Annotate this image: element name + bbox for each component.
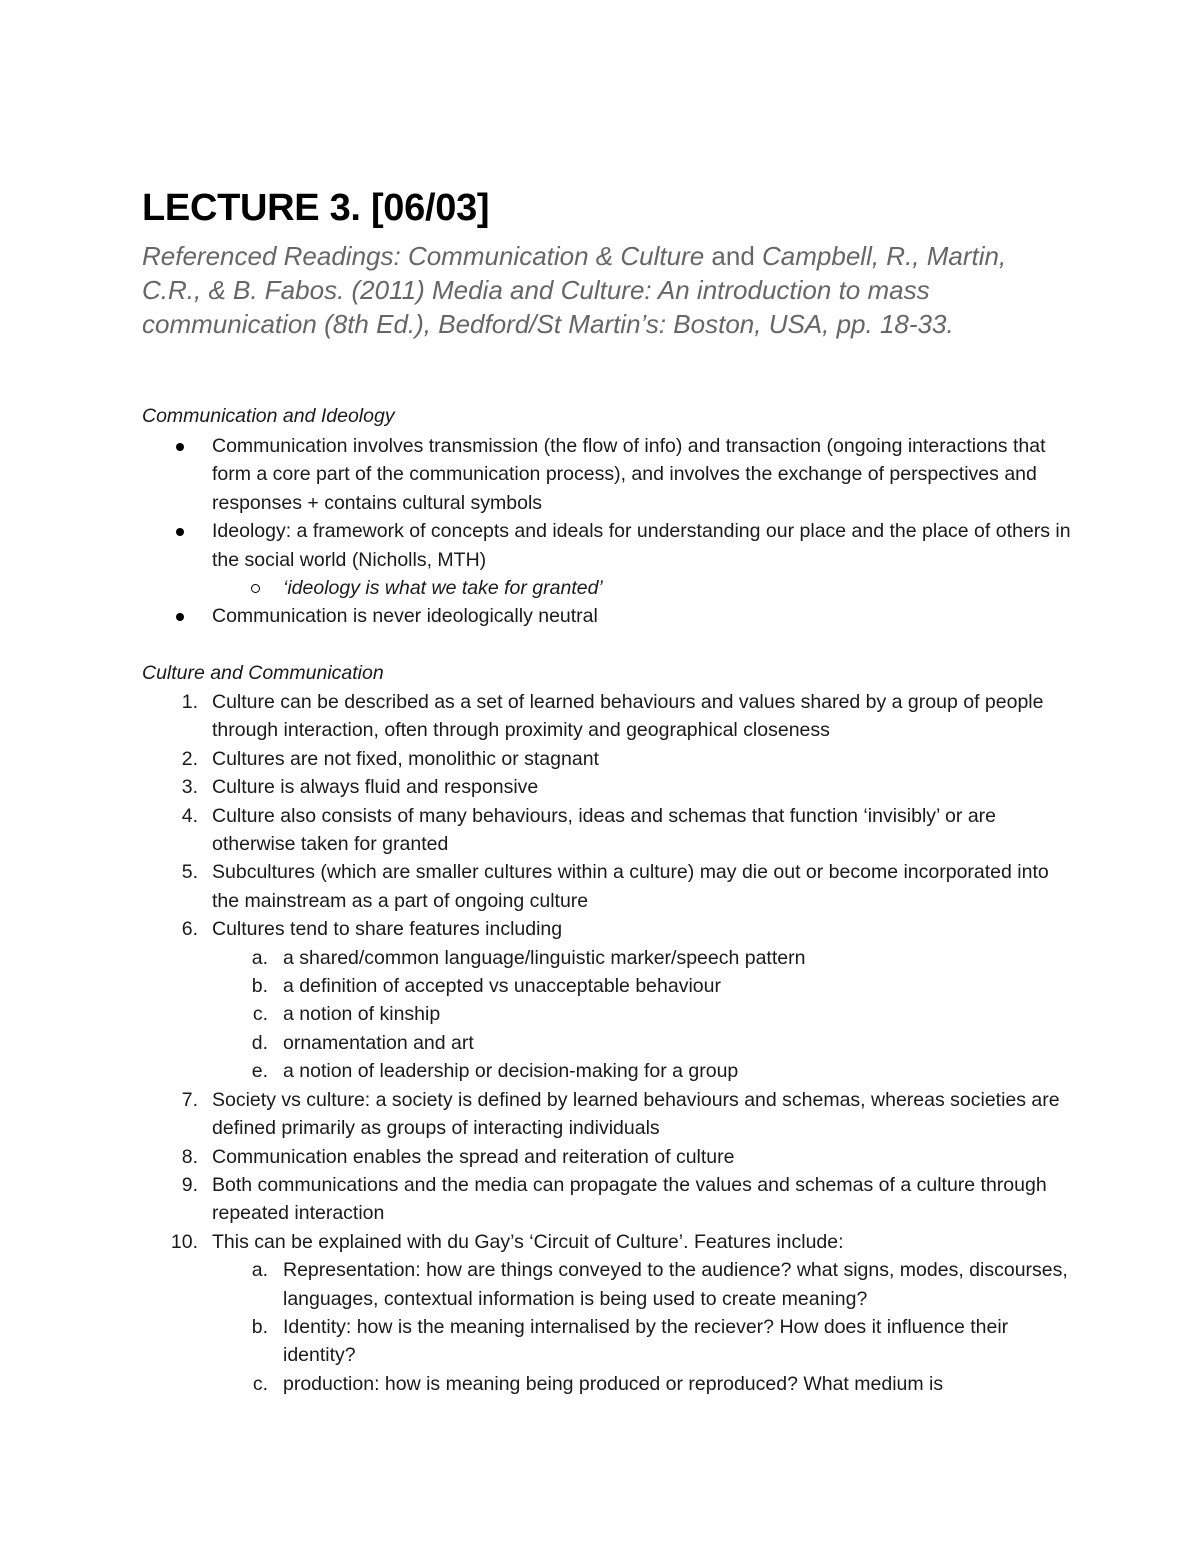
section-heading-culture-communication: Culture and Communication <box>142 662 384 684</box>
item-text: Society vs culture: a society is defined by learned behaviours and schemas, whereas societies are defined primarily as groups of interacting individuals <box>212 1088 1060 1140</box>
list-item-text: Communication is never ideologically neutral <box>212 605 598 628</box>
list-item <box>142 432 1072 517</box>
lettered-subitem <box>142 944 1072 972</box>
item-number: 3. <box>181 776 198 799</box>
item-text: Culture also consists of many behaviours, ideas and schemas that function ‘invisibly’ or are otherwise taken for granted <box>212 804 996 856</box>
list-item-text: Ideology: a framework of concepts and ideals for understanding our place and the place of others in the social world (Nicholls, MTH) <box>212 520 1071 571</box>
item-number: 8. <box>181 1145 198 1168</box>
numbered-item <box>142 773 1072 801</box>
item-number: 6. <box>181 918 198 941</box>
item-text: Both communications and the media can propagate the values and schemas of a culture through repeated interaction <box>212 1173 1047 1225</box>
lettered-subitem <box>142 1313 1072 1370</box>
item-text: This can be explained with du Gay’s ‘Circuit of Culture’. Features include: <box>212 1230 844 1253</box>
subitem-text: production: how is meaning being produced or reproduced? What medium is <box>283 1372 944 1395</box>
subitem-text: a notion of kinship <box>283 1003 441 1026</box>
numbered-item <box>142 1086 1072 1143</box>
numbered-item <box>142 915 1072 943</box>
item-text: Communication enables the spread and reiteration of culture <box>212 1145 735 1168</box>
culture-numbered-list <box>142 688 1072 1398</box>
numbered-item <box>142 802 1072 859</box>
subitem-letter: b. <box>251 975 268 998</box>
numbered-item <box>142 688 1072 745</box>
lettered-subitem <box>142 1000 1072 1028</box>
item-text: Subcultures (which are smaller cultures within a culture) may die out or become incorporated into the mainstream as a part of ongoing culture <box>212 861 1049 912</box>
numbered-item <box>142 745 1072 773</box>
subitem-text: Representation: how are things conveyed to the audience? what signs, modes, discourses, languages, contextual information is being used to create meaning? <box>283 1259 1068 1310</box>
item-text: Culture is always fluid and responsive <box>212 776 539 799</box>
item-number: 4. <box>181 804 198 827</box>
subitem-text: Identity: how is the meaning internalised by the reciever? How does it influence their identity? <box>283 1315 1009 1367</box>
item-number: 9. <box>181 1173 198 1196</box>
item-number: 10. <box>170 1230 198 1253</box>
page-title: LECTURE 3. [06/03] <box>142 187 490 229</box>
lettered-subitem <box>142 972 1072 1000</box>
subitem-text: a notion of leadership or decision-making for a group <box>283 1060 739 1083</box>
lettered-subitem <box>142 1256 1072 1313</box>
subitem-letter: c. <box>252 1372 268 1395</box>
lettered-subitem <box>142 1370 1072 1398</box>
numbered-item <box>142 1228 1072 1256</box>
readings-part-2: and <box>704 241 763 271</box>
section-heading-communication-ideology: Communication and Ideology <box>142 405 395 427</box>
ideology-bullet-list <box>142 432 1072 631</box>
item-number: 1. <box>181 691 198 713</box>
subitem-letter: c. <box>252 1003 268 1026</box>
readings-part-1: Referenced Readings: Communication & Culture <box>142 241 705 271</box>
list-item <box>142 602 1072 630</box>
referenced-readings <box>142 239 1072 341</box>
list-subitem <box>142 574 1072 602</box>
numbered-item <box>142 1143 1072 1171</box>
subitem-letter: a. <box>251 946 268 969</box>
item-text: Cultures tend to share features including <box>212 918 563 941</box>
item-number: 5. <box>181 861 198 884</box>
readings-part-3: Campbell, R., Martin, C.R., & B. Fabos. (2011) Media and Culture: An introduction to mass communication (8th Ed.), Bedford/St Martin’s: Boston, USA, pp. 18-33. <box>142 241 1007 339</box>
lettered-subitem <box>142 1029 1072 1057</box>
subitem-text: a definition of accepted vs unacceptable behaviour <box>283 975 721 998</box>
subitem-letter: d. <box>251 1031 268 1054</box>
list-item <box>142 517 1072 574</box>
item-number: 7. <box>181 1088 198 1111</box>
item-text: Cultures are not fixed, monolithic or stagnant <box>212 747 599 770</box>
numbered-item <box>142 858 1072 915</box>
list-subitem-text: ‘ideology is what we take for granted’ <box>283 577 603 600</box>
subitem-text: ornamentation and art <box>283 1031 474 1054</box>
list-item-text: Communication involves transmission (the flow of info) and transaction (ongoing interactions that form a core part of the communication process), and involves the exchange of perspectives and responses + contains cultural symbols <box>212 435 1046 514</box>
numbered-item <box>142 1171 1072 1228</box>
item-text: Culture can be described as a set of learned behaviours and values shared by a group of people through interaction, often through proximity and geographical closeness <box>212 691 1044 742</box>
subitem-letter: b. <box>251 1315 268 1338</box>
subitem-letter: a. <box>251 1259 268 1282</box>
lettered-subitem <box>142 1057 1072 1085</box>
subitem-letter: e. <box>251 1060 268 1083</box>
subitem-text: a shared/common language/linguistic marker/speech pattern <box>283 946 806 969</box>
item-number: 2. <box>181 747 198 770</box>
